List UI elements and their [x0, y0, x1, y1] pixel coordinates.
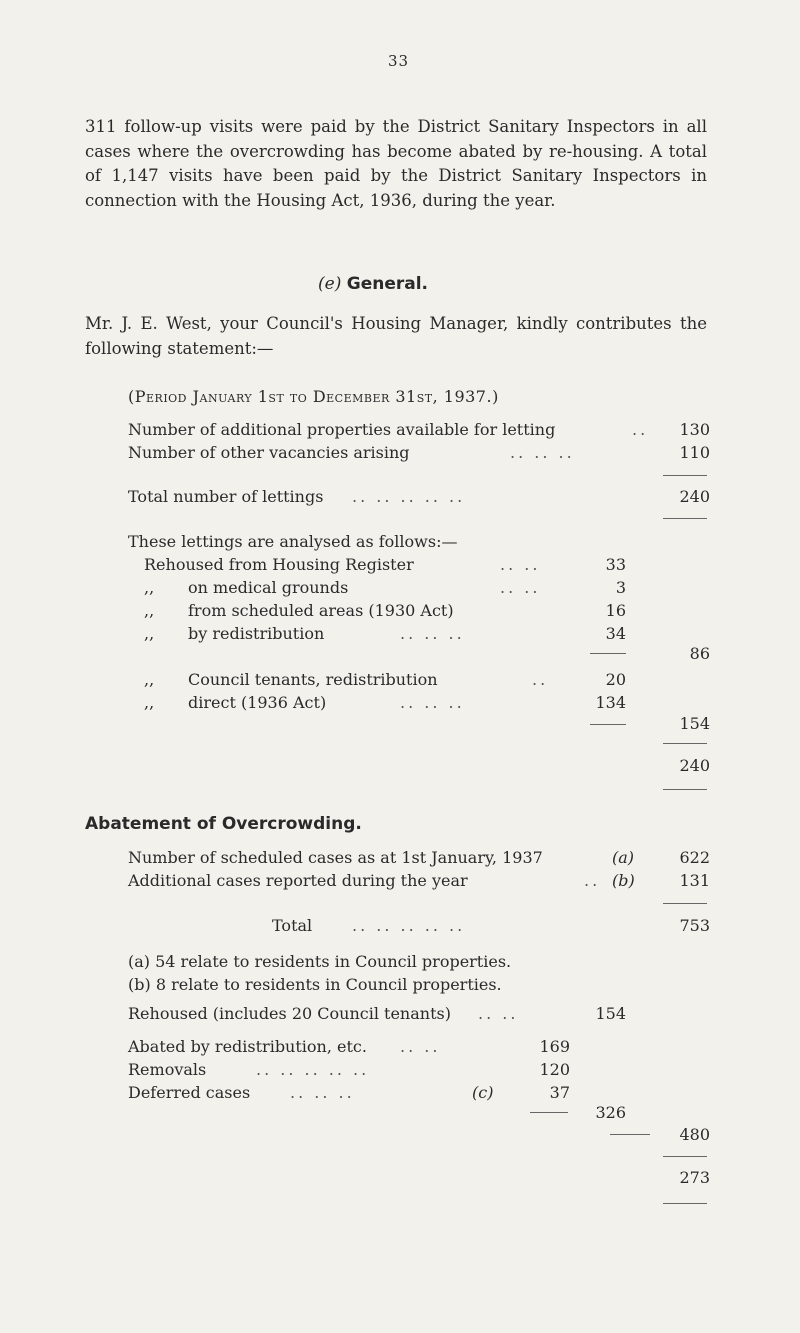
abatement-total-value: 753 [679, 916, 710, 935]
footnote-mark: (b) [612, 871, 635, 890]
lettings-row-label: Number of additional properties available for letting [128, 420, 556, 439]
leader-dots: .. .. [400, 1037, 441, 1056]
rule [590, 724, 626, 725]
analysis-value: 20 [605, 670, 626, 689]
footnote: (a) 54 relate to residents in Council properties. [128, 952, 512, 971]
leader-dots: .. .. [478, 1004, 519, 1023]
abatement-item-value: 120 [539, 1060, 570, 1079]
rule [590, 653, 626, 654]
ditto-mark: ,, [144, 693, 155, 712]
rule [663, 1156, 707, 1157]
abatement-row-value: 622 [679, 848, 710, 867]
ditto-mark: ,, [144, 601, 155, 620]
leader-dots: .. .. .. .. .. [352, 916, 466, 935]
analysis-label: Rehoused from Housing Register [144, 555, 414, 574]
abatement-total-label: Total [272, 916, 313, 935]
footnote-mark: (a) [612, 848, 635, 867]
grand-total-value: 240 [679, 756, 710, 775]
analysis-label: on medical grounds [188, 578, 349, 597]
rule [610, 1134, 650, 1135]
rule [663, 789, 707, 790]
analysis-value: 3 [615, 578, 626, 597]
lettings-row-value: 130 [679, 420, 710, 439]
total-lettings-label: Total number of lettings [128, 487, 324, 506]
leader-dots: .. .. .. .. .. [256, 1060, 370, 1079]
rule [663, 903, 707, 904]
abatement-item-label: Removals [128, 1060, 207, 1079]
analysis-value: 33 [605, 555, 626, 574]
leader-dots: .. .. .. [290, 1083, 355, 1102]
leader-dots: .. .. .. [510, 443, 575, 462]
analysis-label: from scheduled areas (1930 Act) [188, 601, 454, 620]
rehoused-label: Rehoused (includes 20 Council tenants) [128, 1004, 451, 1023]
abatement-item-value: 37 [549, 1083, 570, 1102]
ditto-mark: ,, [144, 670, 155, 689]
leader-dots: .. .. .. [400, 693, 465, 712]
remaining-value: 273 [679, 1168, 710, 1187]
abatement-row-label: Additional cases reported during the year [128, 871, 468, 890]
leader-dots: .. .. [500, 555, 541, 574]
section-title: General. [346, 274, 428, 294]
rule [663, 1203, 707, 1204]
rule [530, 1112, 568, 1113]
abatement-item-value: 169 [539, 1037, 570, 1056]
section-marker: (e) [318, 274, 342, 294]
total-lettings-value: 240 [679, 487, 710, 506]
analysis-label: by redistribution [188, 624, 325, 643]
leader-dots: .. [532, 670, 549, 689]
footnote: (b) 8 relate to residents in Council properties. [128, 975, 502, 994]
abatement-item-label: Deferred cases [128, 1083, 251, 1102]
abatement-row-label: Number of scheduled cases as at 1st January, 1937 [128, 848, 543, 867]
analysis-value: 34 [605, 624, 626, 643]
abatement-heading: Abatement of Overcrowding. [85, 814, 362, 834]
subtotal-value: 154 [679, 714, 710, 733]
leader-dots: .. [632, 420, 649, 439]
ditto-mark: ,, [144, 624, 155, 643]
footnote-mark: (c) [472, 1083, 494, 1102]
ditto-mark: ,, [144, 578, 155, 597]
analysis-value: 134 [595, 693, 626, 712]
analysis-label: Council tenants, redistribution [188, 670, 438, 689]
leader-dots: .. .. [500, 578, 541, 597]
leader-dots: .. .. .. [400, 624, 465, 643]
subtotal-value: 86 [689, 644, 710, 663]
leader-dots: .. .. .. .. .. [352, 487, 466, 506]
leader-dots: .. [584, 871, 601, 890]
lettings-row-value: 110 [679, 443, 710, 462]
abatement-row-value: 131 [679, 871, 710, 890]
intro-paragraph: 311 follow-up visits were paid by the District Sanitary Inspectors in all cases where the overcrowding has become abated by re-housing. A total of 1,147 visits have been paid by the District Sanitary Inspectors in connection with the Housing Act, 1936, during the year. [85, 117, 707, 210]
rule [663, 518, 707, 519]
statement-intro: Mr. J. E. West, your Council's Housing Manager, kindly contributes the following statement:— [85, 314, 707, 358]
lettings-row-label: Number of other vacancies arising [128, 443, 410, 462]
page-number: 33 [388, 52, 410, 70]
rule [663, 743, 707, 744]
section-general-heading [318, 274, 428, 294]
combined-total-value: 480 [679, 1125, 710, 1144]
analysis-label: direct (1936 Act) [188, 693, 327, 712]
rule [663, 475, 707, 476]
items-subtotal-value: 326 [595, 1103, 626, 1122]
period-line: (Period January 1st to December 31st, 1937.) [128, 387, 499, 406]
rehoused-value: 154 [595, 1004, 626, 1023]
abatement-item-label: Abated by redistribution, etc. [128, 1037, 367, 1056]
analysis-value: 16 [605, 601, 626, 620]
analysis-intro: These lettings are analysed as follows:— [128, 532, 458, 551]
